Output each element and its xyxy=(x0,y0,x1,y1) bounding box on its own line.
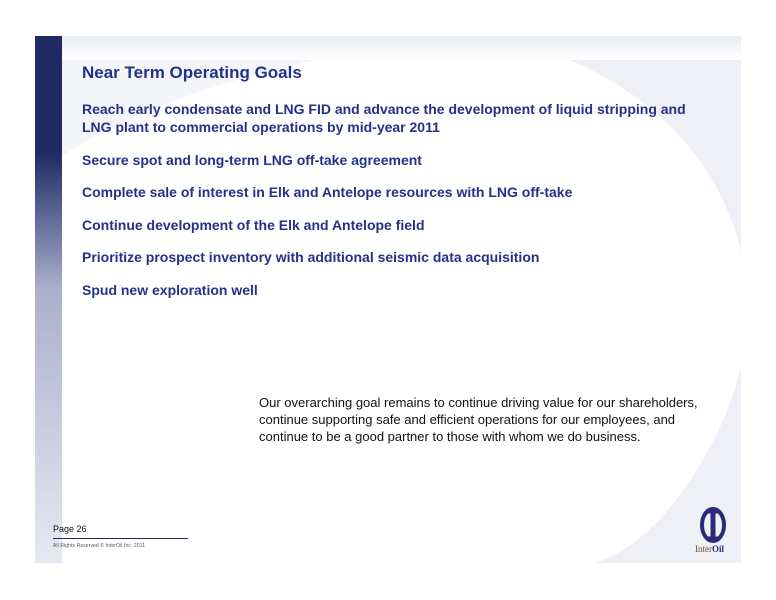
slide-title: Near Term Operating Goals xyxy=(82,63,302,82)
goals-list xyxy=(82,100,712,313)
page-number: Page 26 xyxy=(53,524,87,534)
logo-text-inter: Inter xyxy=(695,544,712,554)
left-accent-bar xyxy=(35,36,62,563)
summary-paragraph: Our overarching goal remains to continue driving value for our shareholders, continue supporting safe and efficient operations for our employees, and continue to be a good partner to those with whom we do business. xyxy=(259,395,698,444)
footer-divider xyxy=(53,538,188,539)
copyright-notice: All Rights Reserved © InterOil Inc. 2011 xyxy=(53,543,146,549)
goal-item: Complete sale of interest in Elk and Antelope resources with LNG off-take xyxy=(82,184,573,200)
goal-item: Continue development of the Elk and Antelope field xyxy=(82,216,425,233)
slide xyxy=(35,36,741,563)
top-gradient-strip xyxy=(62,36,741,60)
logo-wordmark xyxy=(695,544,724,554)
logo-text-oil: Oil xyxy=(712,544,725,554)
goal-item: Reach early condensate and LNG FID and advance the development of liquid stripping and LNG plant to commercial operations by mid-year 2011 xyxy=(82,101,686,135)
goal-item: Spud new exploration well xyxy=(82,281,258,298)
goal-item: Secure spot and long-term LNG off-take agreement xyxy=(82,151,422,168)
goal-item: Prioritize prospect inventory with additional seismic data acquisition xyxy=(82,249,540,265)
